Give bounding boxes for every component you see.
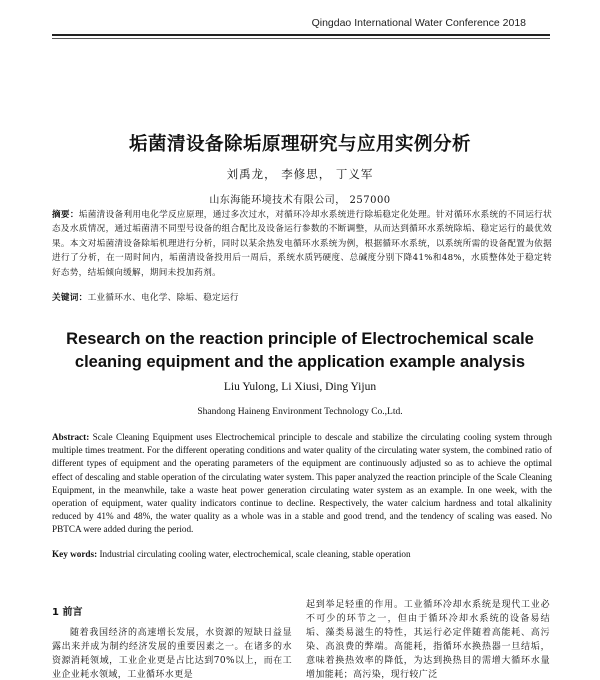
body-left-paragraph: 随着我国经济的高速增长发展，水资源的短缺日益显露出来并成为制约经济发展的重要因素之一。在诸多的水资源消耗领域，工业企业更是占比达到70%以上，而在工业企业耗水领域，工业循环水更是 bbox=[52, 628, 292, 680]
english-keywords bbox=[52, 549, 552, 559]
english-abstract-text: Scale Cleaning Equipment uses Electrochemical principle to descale and stabilize the circulating cooling system through multiple times treatment. For the different operating conditions and water quality of the circulating water system, the combined ratio of different types of equipment and the operating parameters of the equipment are continuously adjusted so as to achieve the optimal effect of descaling and stable operation of the circulating water system. This paper analyzed the reaction principle of the Scale Cleaning Equipment, in the meanwhile, take a waste heat power generation circulating water system as an example. In one week, with the operation of equipment, water quality indicators continue to decline. Respectively, the water calcium hardness and total alkalinity reduced by 41% and 48%, the water quality as a whole was in a stable and good trend, and the tendency of scaling was eased. No PBTCA were added during the period. bbox=[52, 432, 552, 535]
english-abstract-label: Abstract: bbox=[52, 432, 90, 442]
chinese-abstract bbox=[52, 208, 552, 280]
chinese-authors: 刘禹龙， 李修思， 丁义军 bbox=[226, 167, 374, 181]
conference-header: Qingdao International Water Conference 2018 bbox=[311, 17, 526, 29]
chinese-affiliation: 山东海能环境技术有限公司， 257000 bbox=[209, 195, 391, 206]
body-right-paragraph: 起到举足轻重的作用。工业循环冷却水系统是现代工业必不可少的环节之一，但由于循环冷却水系统的设备易结垢、藻类易滋生的特性，其运行必定伴随着高能耗、高污染、高浪费的弊端。高能耗，指循环水换热器一旦结垢，意味着换热效率的降低，为达到换热目的需增大循环水量增加能耗；高污染，现行较广泛 bbox=[306, 600, 550, 680]
english-keywords-label: Key words: bbox=[52, 549, 98, 559]
english-keywords-text: Industrial circulating cooling water, electrochemical, scale cleaning, stable operation bbox=[99, 549, 411, 559]
english-affiliation: Shandong Haineng Environment Technology Co.,Ltd. bbox=[197, 407, 403, 417]
english-authors: Liu Yulong, Li Xiusi, Ding Yijun bbox=[223, 381, 377, 393]
body-left-column bbox=[52, 626, 292, 680]
section-heading-introduction: 1 前言 bbox=[52, 607, 83, 618]
chinese-abstract-text: 垢菌清设备利用电化学反应原理，通过多次过水，对循环冷却水系统进行除垢稳定化处理。针对循环水系统的不同运行状态及水质情况，通过垢菌清不同型号设备的组合配比及设备运行参数的不断调整，从而达到循环水系统除垢、稳定运行的最优效果。本文对垢菌清设备除垢机理进行分析，同时以某余热发电循环水系统为例，根据循环水系统，以系统所需的设备配置为依据进行了分析，在一周时间内，垢菌清设备投用后一周后，系统水质钙硬度、总碱度分别下降41%和48%，水质整体处于稳定转好态势，结垢倾向缓解，期间未投加药剂。 bbox=[52, 210, 552, 278]
chinese-abstract-label: 摘要： bbox=[52, 210, 79, 220]
english-title: Research on the reaction principle of Electrochemical scale cleaning equipment and the application example analysis bbox=[66, 330, 534, 371]
header-rule bbox=[52, 34, 550, 36]
header-rule-thin bbox=[52, 38, 550, 39]
chinese-keywords bbox=[52, 291, 552, 303]
chinese-keywords-text: 工业循环水、电化学、除垢、稳定运行 bbox=[87, 293, 239, 303]
body-right-column bbox=[306, 598, 550, 680]
english-abstract bbox=[52, 431, 552, 537]
chinese-keywords-label: 关键词： bbox=[52, 293, 88, 303]
chinese-title: 垢菌清设备除垢原理研究与应用实例分析 bbox=[128, 134, 471, 155]
